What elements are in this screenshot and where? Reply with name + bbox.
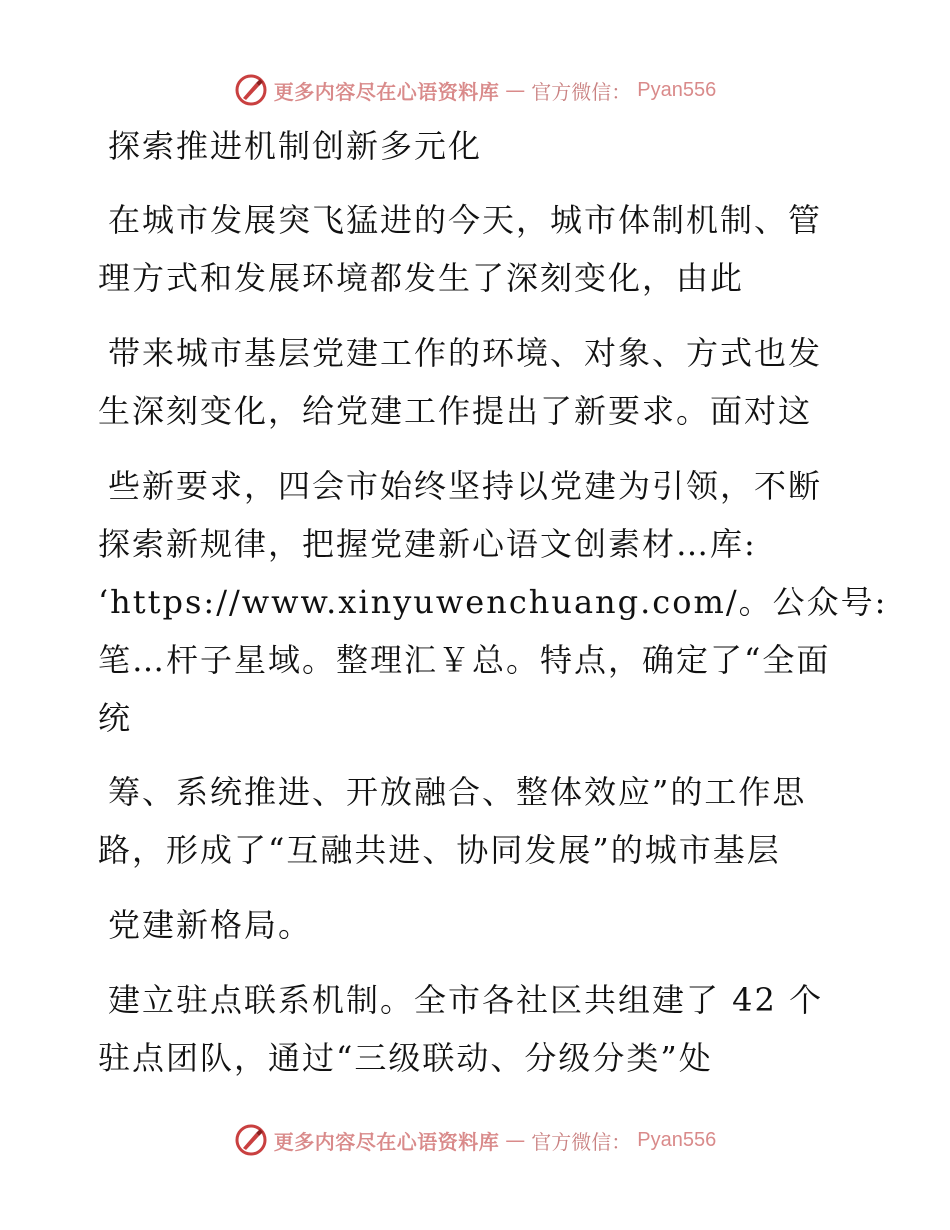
text-line-12: 党建新格局。 [108,906,313,944]
text-line-7-url: ‘https://www.xinyuwenchuang.com/。公众号: [98,583,888,621]
text-line-2: 理方式和发展环境都发生了深刻变化，由此 [98,259,745,297]
text-line-11: 路，形成了“互融共进、协同发展”的城市基层 [98,831,781,869]
pen-logo-icon [234,1123,268,1157]
text-line-5: 些新要求，四会市始终坚持以党建为引领，不断 [108,467,823,505]
text-line-9: 统 [98,699,133,737]
text-line-13: 建立驻点联系机制。全市各社区共组建了 42 个 [108,981,824,1019]
header-banner-content [234,73,716,107]
header-official-label: 官方微信： [531,79,632,104]
header-wechat-id: Pyan556 [637,78,717,101]
pen-logo-icon [234,73,268,107]
text-line-6: 探索新规律，把握党建新心语文创素材…库: [98,525,757,563]
header-banner-text: 更多内容尽在心语资料库 [273,79,500,104]
footer-banner-text: 更多内容尽在心语资料库 [273,1129,500,1154]
document-title: 探索推进机制创新多元化 [108,127,483,165]
footer-official-label: 官方微信： [531,1129,632,1154]
text-line-8: 笔…杆子星域。整理汇￥总。特点，确定了“全面 [98,641,831,679]
header-banner-dash: — [505,78,526,102]
header-banner [0,70,950,110]
text-line-3: 带来城市基层党建工作的环境、对象、方式也发 [108,334,823,372]
text-line-1: 在城市发展突飞猛进的今天，城市体制机制、管 [108,201,823,239]
footer-wechat-id: Pyan556 [637,1128,717,1151]
text-line-4: 生深刻变化，给党建工作提出了新要求。面对这 [98,392,813,430]
text-line-10: 筹、系统推进、开放融合、整体效应”的工作思 [108,773,807,811]
footer-banner [0,1120,950,1160]
text-line-14: 驻点团队，通过“三级联动、分级分类”处 [98,1039,713,1077]
footer-banner-content [234,1123,716,1157]
footer-banner-dash: — [505,1128,526,1152]
